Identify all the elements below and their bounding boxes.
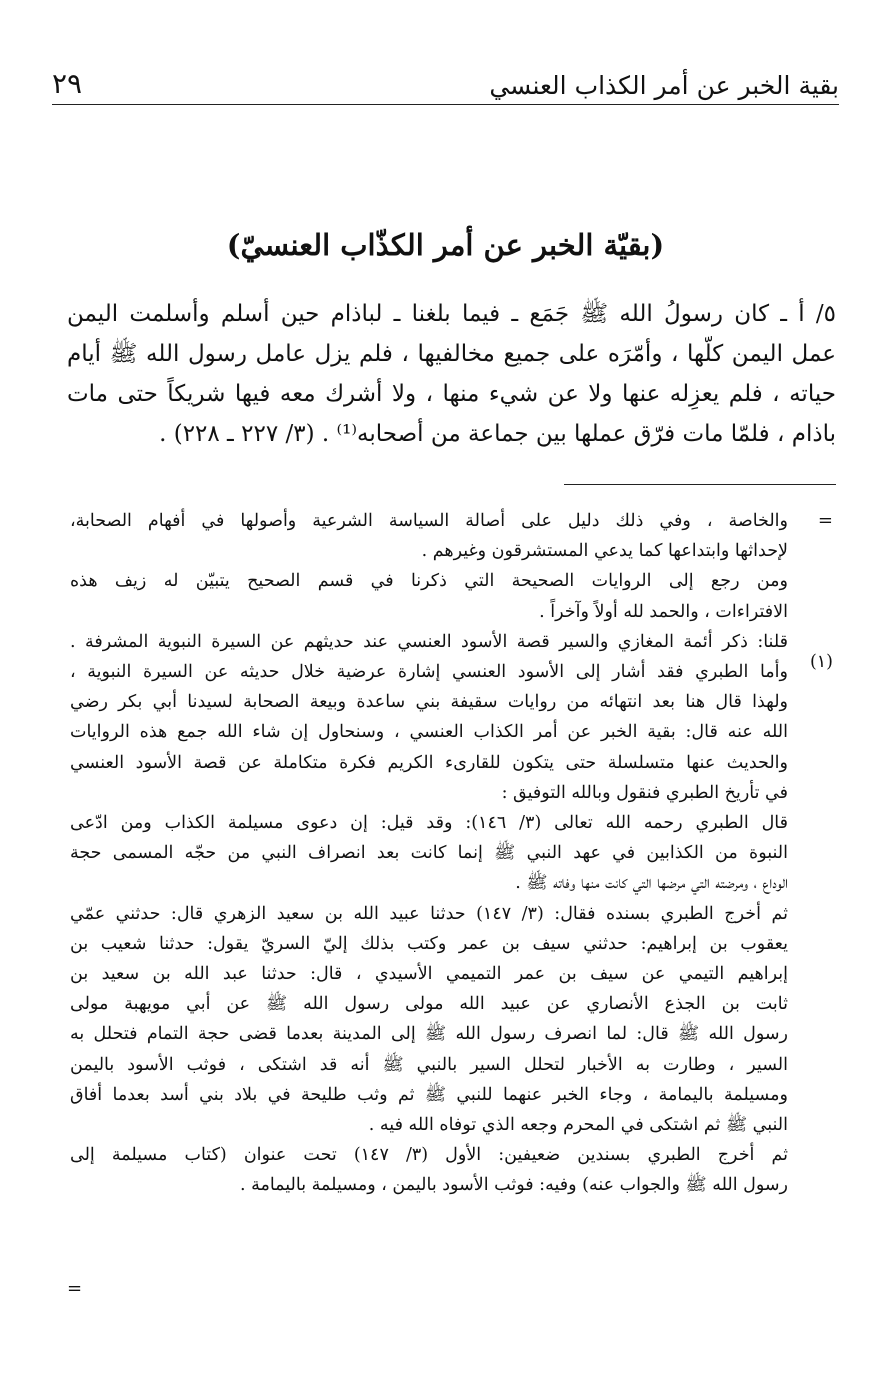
- footnote-line: ومن رجع إلى الروايات الصحيحة التي ذكرنا في قسم الصحيح يتبيّن له زيف هذه: [70, 571, 788, 592]
- footnote-continues-mark: =: [67, 1278, 83, 1299]
- footnote-line: ثم أخرج الطبري بسندين ضعيفين: الأول (٣/ ١٤٧) تحت عنوان (كتاب مسيلمة إلى: [70, 1145, 788, 1166]
- footnote-line: ثم أخرج الطبري بسنده فقال: (٣/ ١٤٧) حدثنا عبيد الله بن سعيد الزهري قال: حدثني عمّي: [70, 903, 788, 924]
- footnote-line: والخاصة ، وفي ذلك دليل على أصالة السياسة الشرعية وأصولها في أفهام الصحابة،: [70, 511, 788, 531]
- main-text-line: ٥/ أ ـ كان رسولُ الله ﷺ جَمَع ـ فيما بلغنا ـ لباذام حين أسلم وأسلمت اليمن: [67, 301, 836, 327]
- footnote-line: قلنا: ذكر أئمة المغازي والسير قصة الأسود العنسي عند حديثهم عن السيرة النبوية المشرفة .: [70, 631, 788, 652]
- footnote-line: رسول الله ﷺ قال: لما انصرف رسول الله ﷺ إلى المدينة بعدما قضى حجة التمام فتحلل به: [70, 1024, 788, 1045]
- footnote-line: الوداع ، ومرضته التي مرضها التي كانت منها وفاته ﷺ .: [515, 873, 788, 894]
- footnote-line: في تأريخ الطبري فنقول وبالله التوفيق :: [501, 782, 788, 803]
- footnote-line: يعقوب بن إبراهيم: حدثني سيف بن عمر وكتب بذلك إليّ السريّ يقول: حدثنا شعيب بن: [70, 933, 788, 954]
- footnote-line: رسول الله ﷺ والجواب عنه) وفيه: فوثب الأسود باليمن ، ومسيلمة باليمامة .: [239, 1175, 788, 1196]
- main-text-line: عمل اليمن كلّها ، وأمّرَه على جميع مخالفيها ، فلم يزل عامل رسول الله ﷺ أيام: [67, 341, 836, 367]
- footnote-line: ومسيلمة باليمامة ، وجاء الخبر عنهما للنبي ﷺ ثم وثب طليحة في بلاد بني أسد بعدما أفاق: [70, 1084, 788, 1105]
- running-header: [52, 54, 839, 105]
- footnote-line: والحديث عنها متسلسلة حتى يتكون للقارىء الكريم فكرة متكاملة عن قصة الأسود العنسي: [70, 752, 788, 773]
- main-text-line: حياته ، فلم يعزِله عنها ولا عن شيء منها ، ولا أشرك معه فيها شريكاً حتى مات: [67, 381, 836, 407]
- footnote-line: النبي ﷺ ثم اشتكى في المحرم وجعه الذي توفاه الله فيه .: [368, 1115, 788, 1136]
- footnote-line: قال الطبري رحمه الله تعالى (٣/ ١٤٦): وقد قيل: إن دعوى مسيلمة الكذاب ومن ادّعى: [70, 813, 788, 834]
- footnote-line: إبراهيم التيمي عن سيف بن عمر التميمي الأسيدي ، قال: حدثنا عبد الله بن سعيد بن: [70, 964, 788, 985]
- footnote-line: النبوة من الكذابين في عهد النبي ﷺ إنما كانت بعد انصراف النبي من حجّه المسمى حجة: [70, 843, 788, 864]
- main-text-line: باذام ، فلمّا مات فرّق عملها بين جماعة من أصحابه⁽¹⁾ . (٣/ ٢٢٧ ـ ٢٢٨) .: [159, 421, 836, 447]
- footnote-line: ثابت بن الجذع الأنصاري عن عبيد الله مولى رسول الله ﷺ عن أبي مويهبة مولى: [70, 994, 788, 1015]
- footnote-line: السير ، وطارت به الأخبار لتحلل السير بالنبي ﷺ أنه قد اشتكى ، فوثب الأسود باليمن: [70, 1054, 788, 1075]
- chapter-title: (بقيّة الخبر عن أمر الكذّاب العنسيّ): [226, 228, 665, 262]
- footnote-marker: (١): [809, 652, 833, 672]
- footnote-line: لإحداثها وابتداعها كما يدعي المستشرقون وغيرهم .: [421, 541, 788, 562]
- footnote-line: الافتراءات ، والحمد لله أولاً وآخراً .: [539, 601, 788, 622]
- footnote-line: وأما الطبري فقد أشار إلى الأسود العنسي إشارة عرضية خلال حديثه عن السيرة النبوية ،: [70, 662, 788, 683]
- footnotes: [70, 506, 788, 1201]
- footnote-separator: [564, 484, 836, 485]
- footnote-line: الله عنه قال: بقية الخبر عن أمر الكذاب العنسي ، وسنحاول إن شاء الله جمع هذه الروايات: [70, 722, 788, 743]
- running-title: بقية الخبر عن أمر الكذاب العنسي: [489, 71, 839, 100]
- footnote-continuation-mark: =: [817, 510, 833, 531]
- main-text: [67, 294, 836, 454]
- footnote-line: ولهذا قال هنا بعد انتهائه من روايات سقيفة بني ساعدة وبيعة الصحابة لسيدنا أبي بكر رضي: [70, 692, 788, 713]
- page-number: ٢٩: [52, 67, 83, 100]
